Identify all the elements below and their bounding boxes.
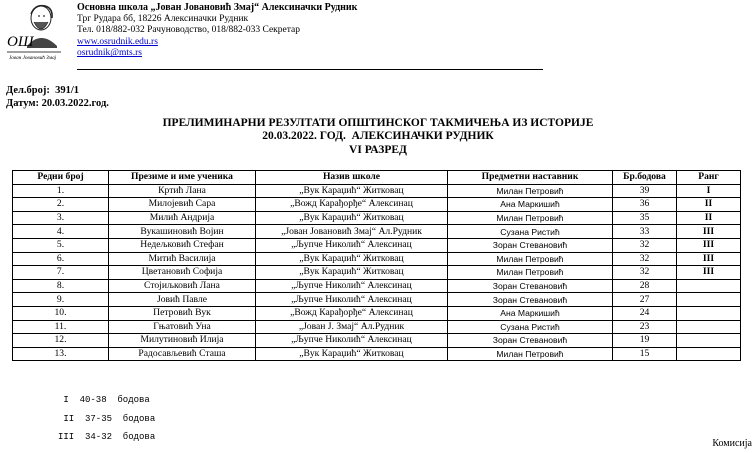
student-name: Митић Василија — [109, 252, 256, 266]
rank — [677, 347, 741, 361]
student-name: Милић Андрија — [109, 211, 256, 225]
student-name: Стојиљковић Лана — [109, 279, 256, 293]
school-name-cell: „Вожд Карађорђе“ Алексинац — [256, 198, 448, 212]
student-name: Милојевић Сара — [109, 198, 256, 212]
document-meta — [6, 84, 109, 110]
rank: I — [677, 184, 741, 198]
row-number: 3. — [13, 211, 109, 225]
document-title — [0, 117, 756, 157]
school-name-cell: „Вожд Карађорђе“ Алексинац — [256, 306, 448, 320]
rank: II — [677, 198, 741, 212]
row-number: 9. — [13, 293, 109, 307]
legend-item: III 34-32 бодова — [58, 432, 156, 442]
teacher-name: Милан Петровић — [448, 252, 613, 266]
table-row — [13, 198, 741, 212]
school-name: Основна школа „Јован Јовановић Змај“ Алексиначки Рудник — [77, 2, 358, 13]
header-rank: Ранг — [677, 171, 741, 185]
school-name-cell: „Љупче Николић“ Алексинац — [256, 279, 448, 293]
email-link[interactable]: osrudnik@mts.rs — [77, 48, 142, 59]
teacher-name: Милан Петровић — [448, 266, 613, 280]
points: 23 — [613, 320, 677, 334]
points: 33 — [613, 225, 677, 239]
teacher-name: Милан Петровић — [448, 347, 613, 361]
school-name-cell: „Вук Караџић“ Житковац — [256, 211, 448, 225]
title-line-3: VI РАЗРЕД — [349, 143, 407, 156]
points: 32 — [613, 266, 677, 280]
student-name: Јовић Павле — [109, 293, 256, 307]
table-row — [13, 293, 741, 307]
teacher-name: Ана Маркишић — [448, 306, 613, 320]
table-row — [13, 334, 741, 348]
row-number: 8. — [13, 279, 109, 293]
rank — [677, 279, 741, 293]
row-number: 1. — [13, 184, 109, 198]
row-number: 10. — [13, 306, 109, 320]
points: 36 — [613, 198, 677, 212]
teacher-name: Зоран Стевановић — [448, 279, 613, 293]
table-row — [13, 266, 741, 280]
rank — [677, 306, 741, 320]
header-divider — [77, 69, 543, 70]
points: 39 — [613, 184, 677, 198]
points: 32 — [613, 238, 677, 252]
row-number: 2. — [13, 198, 109, 212]
points: 28 — [613, 279, 677, 293]
row-number: 12. — [13, 334, 109, 348]
student-name: Милутиновић Илија — [109, 334, 256, 348]
svg-text:Јован Јовановић Змај: Јован Јовановић Змај — [9, 55, 57, 61]
table-row — [13, 225, 741, 239]
teacher-name: Милан Петровић — [448, 184, 613, 198]
header-teacher: Предметни наставник — [448, 171, 613, 185]
school-name-cell: „Љупче Николић“ Алексинац — [256, 334, 448, 348]
date-label: Датум: — [6, 98, 39, 109]
points: 15 — [613, 347, 677, 361]
legend-item: I 40-38 бодова — [58, 395, 150, 405]
school-name-cell: „Љупче Николић“ Алексинац — [256, 293, 448, 307]
points: 27 — [613, 293, 677, 307]
points: 32 — [613, 252, 677, 266]
results-table — [12, 170, 741, 361]
header-number: Редни број — [13, 171, 109, 185]
table-row — [13, 252, 741, 266]
title-line-1: ПРЕЛИМИНАРНИ РЕЗУЛТАТИ ОПШТИНСКОГ ТАКМИЧЕЊА ИЗ ИСТОРИЈЕ — [162, 117, 594, 129]
teacher-name: Зоран Стевановић — [448, 334, 613, 348]
school-name-cell: „Вук Караџић“ Житковац — [256, 252, 448, 266]
student-name: Гњатовић Уна — [109, 320, 256, 334]
table-row — [13, 184, 741, 198]
date-value: 20.03.2022.год. — [41, 98, 109, 109]
row-number: 7. — [13, 266, 109, 280]
table-row — [13, 306, 741, 320]
student-name: Вукашиновић Војин — [109, 225, 256, 239]
teacher-name: Сузана Ристић — [448, 225, 613, 239]
school-name-cell: „Љупче Николић“ Алексинац — [256, 238, 448, 252]
header-student: Презиме и име ученика — [109, 171, 256, 185]
student-name: Цветановић Софија — [109, 266, 256, 280]
school-name-cell: „Јован Ј. Змај“ Ал.Рудник — [256, 320, 448, 334]
rank: III — [677, 266, 741, 280]
rank: III — [677, 225, 741, 239]
ref-label: Дел.број: — [6, 85, 50, 96]
school-name-cell: „Јован Јовановић Змај“ Ал.Рудник — [256, 225, 448, 239]
table-header-row — [13, 171, 741, 185]
table-row — [13, 279, 741, 293]
header-school: Назив школе — [256, 171, 448, 185]
rank — [677, 334, 741, 348]
school-logo — [5, 2, 63, 62]
school-address: Трг Рудара бб, 18226 Алексиначки Рудник — [77, 13, 249, 24]
table-row — [13, 320, 741, 334]
letterhead — [77, 2, 557, 60]
row-number: 11. — [13, 320, 109, 334]
legend-item: II 37-35 бодова — [58, 413, 156, 424]
rank: III — [677, 238, 741, 252]
row-number: 6. — [13, 252, 109, 266]
teacher-name: Сузана Ристић — [448, 320, 613, 334]
school-phones: Тел. 018/882-032 Рачуноводство, 018/882-033 Секретар — [77, 25, 300, 36]
student-name: Кртић Лана — [109, 184, 256, 198]
rank: II — [677, 211, 741, 225]
rank — [677, 293, 741, 307]
school-name-cell: „Вук Караџић“ Житковац — [256, 184, 448, 198]
teacher-name: Зоран Стевановић — [448, 238, 613, 252]
commission-signature: Комисија — [712, 438, 752, 449]
website-link[interactable]: www.osrudnik.edu.rs — [77, 36, 158, 47]
ref-value: 391/1 — [55, 85, 80, 96]
header-points: Бр.бодова — [613, 171, 677, 185]
row-number: 13. — [13, 347, 109, 361]
student-name: Недељковић Стефан — [109, 238, 256, 252]
rank: III — [677, 252, 741, 266]
school-name-cell: „Вук Караџић“ Житковац — [256, 266, 448, 280]
rank-legend — [58, 391, 155, 447]
points: 24 — [613, 306, 677, 320]
table-row — [13, 211, 741, 225]
school-name-cell: „Вук Караџић“ Житковац — [256, 347, 448, 361]
points: 35 — [613, 211, 677, 225]
points: 19 — [613, 334, 677, 348]
table-row — [13, 347, 741, 361]
table-row — [13, 238, 741, 252]
teacher-name: Милан Петровић — [448, 211, 613, 225]
student-name: Петровић Вук — [109, 306, 256, 320]
row-number: 4. — [13, 225, 109, 239]
svg-text:ОШ: ОШ — [7, 34, 34, 50]
rank — [677, 320, 741, 334]
row-number: 5. — [13, 238, 109, 252]
teacher-name: Ана Маркишић — [448, 198, 613, 212]
student-name: Радосављевић Сташа — [109, 347, 256, 361]
title-line-2: 20.03.2022. ГОД. АЛЕКСИНАЧКИ РУДНИК — [262, 130, 494, 143]
teacher-name: Зоран Стевановић — [448, 293, 613, 307]
